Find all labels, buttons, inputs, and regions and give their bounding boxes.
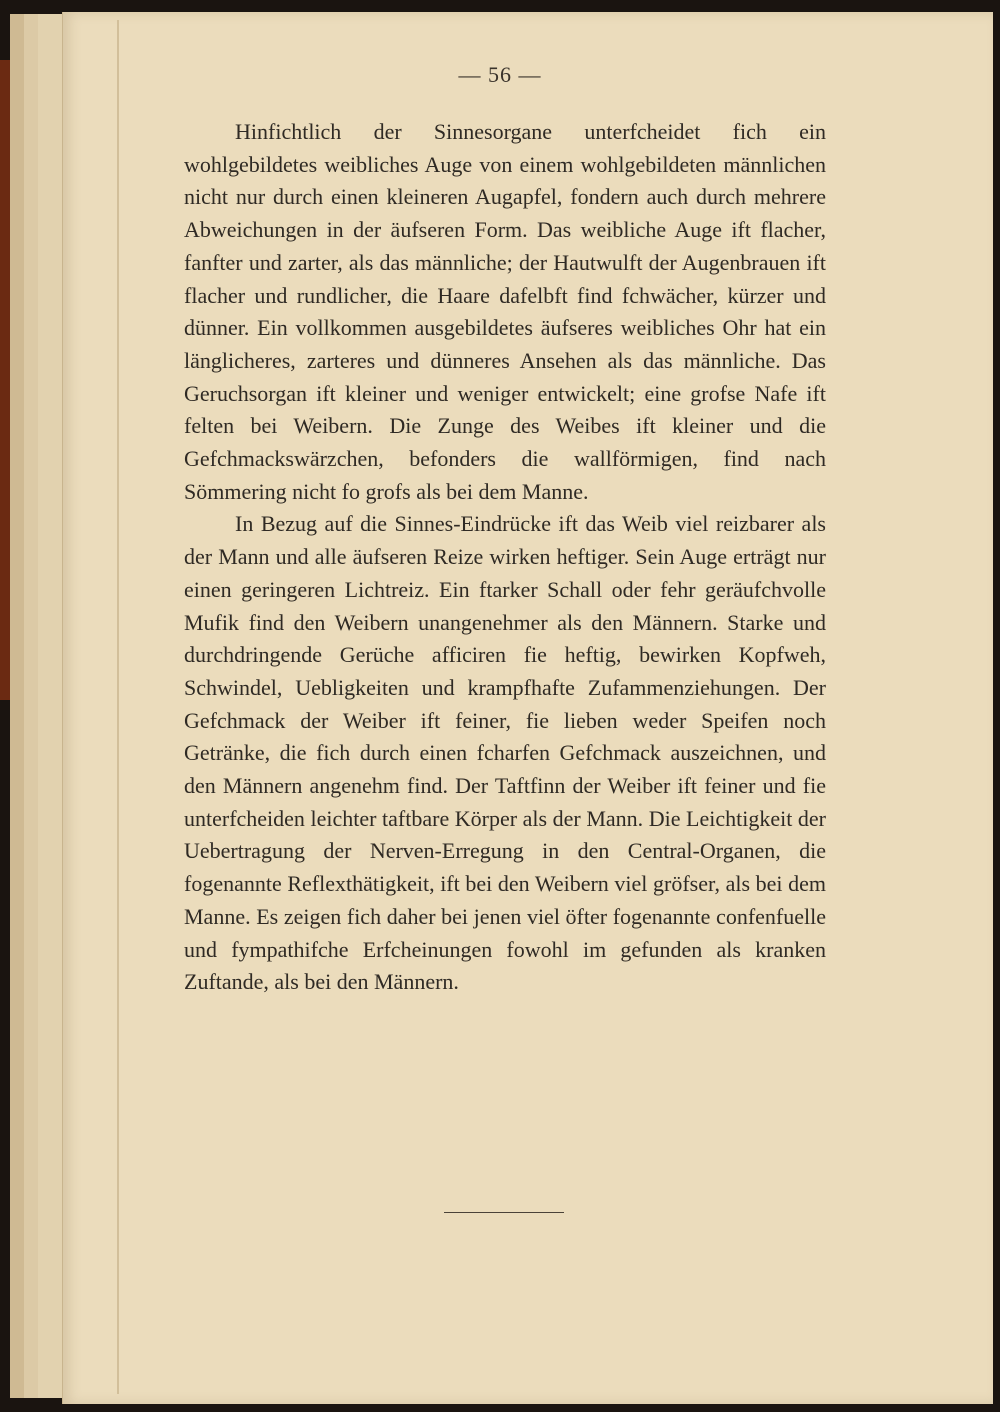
- page-fold: [117, 20, 119, 1394]
- body-text: [184, 116, 826, 999]
- paragraph: Hinfichtlich der Sinnesorgane unterfcheidet fich ein wohlgebildetes weibliches Auge von einem wohlgebildeten männlichen nicht nur durch einen kleineren Augapfel, fondern auch durch mehrere Abweichungen in der äufseren Form. Das weibliche Auge ift flacher, fanfter und zarter, als das männliche; der Hautwulft der Augenbrauen ift flacher und rundlicher, die Haare dafelbft find fchwächer, kürzer und dünner. Ein vollkommen ausgebildetes äufseres weibliches Ohr hat ein länglicheres, zarteres und dünneres Ansehen als das männliche. Das Geruchsorgan ift kleiner und weniger entwickelt; eine grofse Nafe ift felten bei Weibern. Die Zunge des Weibes ift kleiner und die Gefchmackswärzchen, befonders die wallförmigen, find nach Sömmering nicht fo grofs als bei dem Manne.: [184, 119, 826, 504]
- page-number: — 56 —: [458, 62, 542, 87]
- paragraph: In Bezug auf die Sinnes-Eindrücke ift das Weib viel reizbarer als der Mann und alle äufseren Reize wirken heftiger. Sein Auge erträgt nur einen geringeren Lichtreiz. Ein ftarker Schall oder fehr geräufchvolle Mufik find den Weibern unangenehmer als den Männern. Starke und durchdringende Gerüche afficiren fie heftig, bewirken Kopfweh, Schwindel, Uebligkeiten und krampfhafte Zufammenziehungen. Der Gefchmack der Weiber ift feiner, fie lieben weder Speifen noch Getränke, die fich durch einen fcharfen Gefchmack auszeichnen, und den Männern angenehm find. Der Taftfinn der Weiber ift feiner und fie unterfcheiden leichter taftbare Körper als der Mann. Die Leichtigkeit der Uebertragung der Nerven-Erregung in den Central-Organen, die fogenannte Reflexthätigkeit, ift bei den Weibern viel gröfser, als bei dem Manne. Es zeigen fich daher bei jenen viel öfter fogenannte confenfuelle und fympathifche Erfcheinungen fowohl im gefunden als kranken Zuftande, als bei den Männern.: [184, 511, 826, 995]
- closing-rule: [444, 1212, 564, 1213]
